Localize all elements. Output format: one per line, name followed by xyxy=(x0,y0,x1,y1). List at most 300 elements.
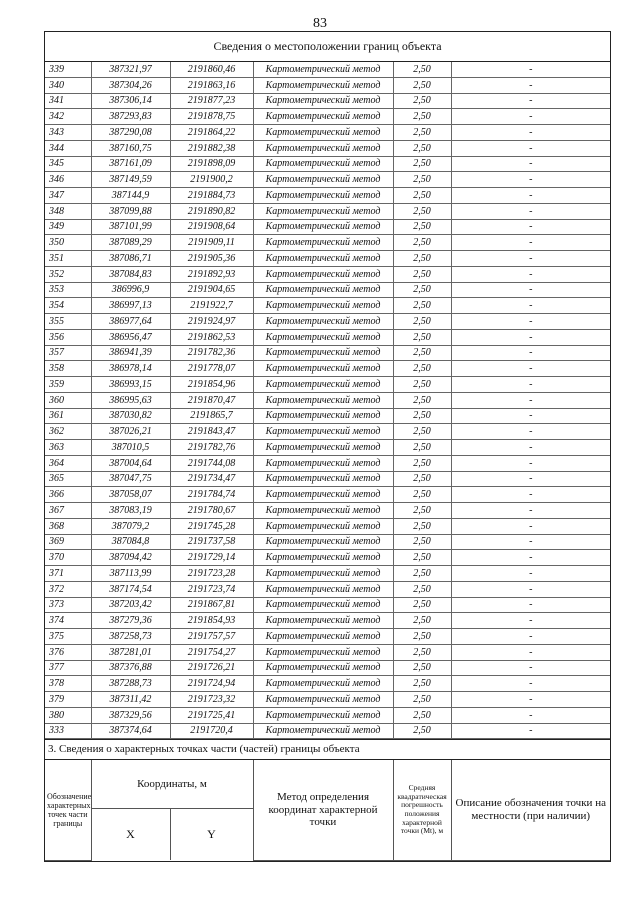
coord-x-cell: 386956,47 xyxy=(91,329,170,345)
accuracy-cell: 2,50 xyxy=(393,644,451,660)
table-row xyxy=(45,109,610,125)
coord-x-cell: 387279,36 xyxy=(91,613,170,629)
accuracy-cell: 2,50 xyxy=(393,597,451,613)
description-cell: - xyxy=(451,408,610,424)
coord-y-cell: 2191778,07 xyxy=(170,361,253,377)
coord-y-cell: 2191720,4 xyxy=(170,723,253,739)
point-number-cell: 354 xyxy=(45,298,91,314)
coord-x-cell: 386941,39 xyxy=(91,345,170,361)
method-cell: Картометрический метод xyxy=(253,566,393,582)
accuracy-cell: 2,50 xyxy=(393,62,451,77)
coordinates-header: Координаты, м xyxy=(91,760,253,808)
coord-x-cell: 387030,82 xyxy=(91,408,170,424)
method-cell: Картометрический метод xyxy=(253,172,393,188)
accuracy-cell: 2,50 xyxy=(393,534,451,550)
description-cell: - xyxy=(451,550,610,566)
table-row xyxy=(45,203,610,219)
point-number-cell: 361 xyxy=(45,408,91,424)
coord-y-cell: 2191862,53 xyxy=(170,329,253,345)
description-cell: - xyxy=(451,487,610,503)
point-number-cell: 362 xyxy=(45,424,91,440)
point-number-cell: 342 xyxy=(45,109,91,125)
coord-x-cell: 387376,88 xyxy=(91,660,170,676)
method-cell: Картометрический метод xyxy=(253,707,393,723)
description-cell: - xyxy=(451,62,610,77)
table-row xyxy=(45,503,610,519)
table-row xyxy=(45,487,610,503)
accuracy-cell: 2,50 xyxy=(393,140,451,156)
accuracy-cell: 2,50 xyxy=(393,455,451,471)
description-cell: - xyxy=(451,581,610,597)
method-cell: Картометрический метод xyxy=(253,345,393,361)
table-row xyxy=(45,518,610,534)
coord-y-cell: 2191726,21 xyxy=(170,660,253,676)
accuracy-cell: 2,50 xyxy=(393,188,451,204)
table-row xyxy=(45,266,610,282)
description-cell: - xyxy=(451,424,610,440)
accuracy-cell: 2,50 xyxy=(393,408,451,424)
coord-x-cell: 387203,42 xyxy=(91,597,170,613)
coord-y-cell: 2191908,64 xyxy=(170,219,253,235)
coord-x-cell: 387026,21 xyxy=(91,424,170,440)
table-row xyxy=(45,613,610,629)
coord-x-cell: 387113,99 xyxy=(91,566,170,582)
coord-x-cell: 386996,9 xyxy=(91,282,170,298)
coord-x-cell: 387329,56 xyxy=(91,707,170,723)
coord-x-cell: 386978,14 xyxy=(91,361,170,377)
coord-y-cell: 2191864,22 xyxy=(170,125,253,141)
coord-y-cell: 2191843,47 xyxy=(170,424,253,440)
accuracy-cell: 2,50 xyxy=(393,298,451,314)
y-header: Y xyxy=(170,808,253,860)
coord-y-cell: 2191890,82 xyxy=(170,203,253,219)
point-number-cell: 373 xyxy=(45,597,91,613)
method-cell: Картометрический метод xyxy=(253,77,393,93)
description-cell: - xyxy=(451,156,610,172)
coord-x-cell: 387144,9 xyxy=(91,188,170,204)
coord-y-cell: 2191854,93 xyxy=(170,613,253,629)
description-cell: - xyxy=(451,377,610,393)
description-cell: - xyxy=(451,361,610,377)
point-number-cell: 349 xyxy=(45,219,91,235)
description-cell: - xyxy=(451,251,610,267)
coord-x-cell: 387374,64 xyxy=(91,723,170,739)
table-row xyxy=(45,156,610,172)
description-cell: - xyxy=(451,329,610,345)
table-row xyxy=(45,361,610,377)
description-cell: - xyxy=(451,440,610,456)
point-number-cell: 360 xyxy=(45,392,91,408)
table-row xyxy=(45,298,610,314)
point-number-cell: 372 xyxy=(45,581,91,597)
coord-x-cell: 387161,09 xyxy=(91,156,170,172)
accuracy-cell: 2,50 xyxy=(393,676,451,692)
method-cell: Картометрический метод xyxy=(253,361,393,377)
table-row xyxy=(45,62,610,77)
accuracy-cell: 2,50 xyxy=(393,314,451,330)
table-row xyxy=(45,440,610,456)
method-cell: Картометрический метод xyxy=(253,314,393,330)
table-row xyxy=(45,660,610,676)
coord-y-cell: 2191723,28 xyxy=(170,566,253,582)
point-number-cell: 366 xyxy=(45,487,91,503)
coord-y-cell: 2191723,74 xyxy=(170,581,253,597)
table-row xyxy=(45,235,610,251)
accuracy-cell: 2,50 xyxy=(393,503,451,519)
table-row xyxy=(45,424,610,440)
coord-y-cell: 2191854,96 xyxy=(170,377,253,393)
point-number-cell: 374 xyxy=(45,613,91,629)
method-cell: Картометрический метод xyxy=(253,597,393,613)
method-cell: Картометрический метод xyxy=(253,235,393,251)
coord-x-cell: 387089,29 xyxy=(91,235,170,251)
accuracy-cell: 2,50 xyxy=(393,629,451,645)
accuracy-cell: 2,50 xyxy=(393,156,451,172)
coord-x-cell: 387258,73 xyxy=(91,629,170,645)
method-cell: Картометрический метод xyxy=(253,109,393,125)
description-cell: - xyxy=(451,644,610,660)
coord-y-cell: 2191884,73 xyxy=(170,188,253,204)
description-cell: - xyxy=(451,109,610,125)
point-number-cell: 368 xyxy=(45,518,91,534)
accuracy-cell: 2,50 xyxy=(393,566,451,582)
coord-y-cell: 2191860,46 xyxy=(170,62,253,77)
method-cell: Картометрический метод xyxy=(253,140,393,156)
description-cell: - xyxy=(451,93,610,109)
table-row xyxy=(45,597,610,613)
description-cell: - xyxy=(451,77,610,93)
accuracy-cell: 2,50 xyxy=(393,109,451,125)
description-cell: - xyxy=(451,707,610,723)
point-number-cell: 356 xyxy=(45,329,91,345)
method-cell: Картометрический метод xyxy=(253,282,393,298)
description-cell: - xyxy=(451,235,610,251)
coord-x-cell: 387084,83 xyxy=(91,266,170,282)
accuracy-cell: 2,50 xyxy=(393,518,451,534)
table-row xyxy=(45,377,610,393)
coord-y-cell: 2191878,75 xyxy=(170,109,253,125)
point-number-cell: 363 xyxy=(45,440,91,456)
description-cell: - xyxy=(451,219,610,235)
coord-x-cell: 387083,19 xyxy=(91,503,170,519)
coord-y-cell: 2191892,93 xyxy=(170,266,253,282)
coord-x-cell: 387281,01 xyxy=(91,644,170,660)
coord-x-cell: 387149,59 xyxy=(91,172,170,188)
point-number-cell: 367 xyxy=(45,503,91,519)
method-cell: Картометрический метод xyxy=(253,219,393,235)
coord-y-cell: 2191877,23 xyxy=(170,93,253,109)
coord-y-cell: 2191905,36 xyxy=(170,251,253,267)
description-cell: - xyxy=(451,455,610,471)
accuracy-cell: 2,50 xyxy=(393,377,451,393)
coord-y-cell: 2191723,32 xyxy=(170,692,253,708)
coord-x-cell: 387086,71 xyxy=(91,251,170,267)
accuracy-cell: 2,50 xyxy=(393,93,451,109)
description-cell: - xyxy=(451,471,610,487)
coord-y-cell: 2191898,09 xyxy=(170,156,253,172)
point-number-cell: 350 xyxy=(45,235,91,251)
method-cell: Картометрический метод xyxy=(253,440,393,456)
table-row xyxy=(45,707,610,723)
description-cell: - xyxy=(451,266,610,282)
method-cell: Картометрический метод xyxy=(253,156,393,172)
table-row xyxy=(45,534,610,550)
method-cell: Картометрический метод xyxy=(253,723,393,739)
description-cell: - xyxy=(451,566,610,582)
point-number-cell: 348 xyxy=(45,203,91,219)
table-row xyxy=(45,188,610,204)
description-cell: - xyxy=(451,660,610,676)
point-number-cell: 376 xyxy=(45,644,91,660)
point-number-cell: 333 xyxy=(45,723,91,739)
method-cell: Картометрический метод xyxy=(253,692,393,708)
document-frame xyxy=(44,31,611,862)
description-cell: - xyxy=(451,125,610,141)
coord-y-cell: 2191729,14 xyxy=(170,550,253,566)
point-number-cell: 364 xyxy=(45,455,91,471)
method-cell: Картометрический метод xyxy=(253,188,393,204)
method-cell: Картометрический метод xyxy=(253,534,393,550)
coord-y-cell: 2191900,2 xyxy=(170,172,253,188)
table-row xyxy=(45,629,610,645)
coord-x-cell: 387174,54 xyxy=(91,581,170,597)
coord-x-cell: 386993,15 xyxy=(91,377,170,393)
accuracy-cell: 2,50 xyxy=(393,487,451,503)
method-cell: Картометрический метод xyxy=(253,629,393,645)
table-row xyxy=(45,172,610,188)
coord-x-cell: 387321,97 xyxy=(91,62,170,77)
method-cell: Картометрический метод xyxy=(253,298,393,314)
accuracy-cell: 2,50 xyxy=(393,581,451,597)
coord-y-cell: 2191922,7 xyxy=(170,298,253,314)
coord-y-cell: 2191865,7 xyxy=(170,408,253,424)
point-number-cell: 375 xyxy=(45,629,91,645)
method-cell: Картометрический метод xyxy=(253,581,393,597)
accuracy-cell: 2,50 xyxy=(393,282,451,298)
coord-x-cell: 387058,07 xyxy=(91,487,170,503)
table-row xyxy=(45,125,610,141)
accuracy-cell: 2,50 xyxy=(393,77,451,93)
method-cell: Картометрический метод xyxy=(253,329,393,345)
description-cell: - xyxy=(451,298,610,314)
table-row xyxy=(45,329,610,345)
description-cell: - xyxy=(451,503,610,519)
coord-x-cell: 387160,75 xyxy=(91,140,170,156)
coord-y-cell: 2191782,76 xyxy=(170,440,253,456)
coord-y-cell: 2191784,74 xyxy=(170,487,253,503)
description-cell: - xyxy=(451,203,610,219)
method-header: Метод определения координат характерной точки xyxy=(253,760,393,860)
coord-y-cell: 2191744,08 xyxy=(170,455,253,471)
section-title: Сведения о местоположении границ объекта xyxy=(45,32,610,62)
point-number-cell: 345 xyxy=(45,156,91,172)
table-row xyxy=(45,314,610,330)
accuracy-cell: 2,50 xyxy=(393,251,451,267)
coord-x-cell: 387311,42 xyxy=(91,692,170,708)
description-cell: - xyxy=(451,534,610,550)
accuracy-cell: 2,50 xyxy=(393,329,451,345)
method-cell: Картометрический метод xyxy=(253,518,393,534)
description-cell: - xyxy=(451,172,610,188)
coord-x-cell: 387084,8 xyxy=(91,534,170,550)
accuracy-cell: 2,50 xyxy=(393,424,451,440)
table-row xyxy=(45,566,610,582)
accuracy-cell: 2,50 xyxy=(393,266,451,282)
coord-y-cell: 2191909,11 xyxy=(170,235,253,251)
description-header: Описание обозначения точки на местности (при наличии) xyxy=(451,760,610,860)
point-number-cell: 371 xyxy=(45,566,91,582)
point-number-cell: 352 xyxy=(45,266,91,282)
method-cell: Картометрический метод xyxy=(253,93,393,109)
table-row xyxy=(45,140,610,156)
coord-y-cell: 2191780,67 xyxy=(170,503,253,519)
x-header: X xyxy=(91,808,170,860)
accuracy-cell: 2,50 xyxy=(393,692,451,708)
coord-y-cell: 2191757,57 xyxy=(170,629,253,645)
table-row xyxy=(45,345,610,361)
table-row xyxy=(45,392,610,408)
accuracy-cell: 2,50 xyxy=(393,203,451,219)
method-cell: Картометрический метод xyxy=(253,613,393,629)
method-cell: Картометрический метод xyxy=(253,266,393,282)
accuracy-cell: 2,50 xyxy=(393,345,451,361)
accuracy-cell: 2,50 xyxy=(393,440,451,456)
method-cell: Картометрический метод xyxy=(253,62,393,77)
point-number-cell: 343 xyxy=(45,125,91,141)
method-cell: Картометрический метод xyxy=(253,660,393,676)
table-row xyxy=(45,471,610,487)
point-number-cell: 346 xyxy=(45,172,91,188)
method-cell: Картометрический метод xyxy=(253,550,393,566)
coord-x-cell: 387094,42 xyxy=(91,550,170,566)
table-row xyxy=(45,644,610,660)
section-3-title: 3. Сведения о характерных точках части (частей) границы объекта xyxy=(45,739,610,760)
accuracy-header: Средняя квадратическая погрешность положения характерной точки (Mt), м xyxy=(393,760,451,860)
description-cell: - xyxy=(451,597,610,613)
coord-x-cell: 387293,83 xyxy=(91,109,170,125)
coord-y-cell: 2191924,97 xyxy=(170,314,253,330)
point-number-cell: 365 xyxy=(45,471,91,487)
description-cell: - xyxy=(451,345,610,361)
table-row xyxy=(45,550,610,566)
description-cell: - xyxy=(451,140,610,156)
description-cell: - xyxy=(451,282,610,298)
accuracy-cell: 2,50 xyxy=(393,613,451,629)
table-row xyxy=(45,581,610,597)
method-cell: Картометрический метод xyxy=(253,471,393,487)
point-number-cell: 380 xyxy=(45,707,91,723)
coord-y-cell: 2191745,28 xyxy=(170,518,253,534)
method-cell: Картометрический метод xyxy=(253,203,393,219)
coord-y-cell: 2191754,27 xyxy=(170,644,253,660)
coord-y-cell: 2191882,38 xyxy=(170,140,253,156)
coord-y-cell: 2191867,81 xyxy=(170,597,253,613)
coord-x-cell: 387047,75 xyxy=(91,471,170,487)
table-row xyxy=(45,219,610,235)
description-cell: - xyxy=(451,676,610,692)
point-number-cell: 358 xyxy=(45,361,91,377)
coord-y-cell: 2191725,41 xyxy=(170,707,253,723)
method-cell: Картометрический метод xyxy=(253,251,393,267)
description-cell: - xyxy=(451,723,610,739)
coord-x-cell: 387101,99 xyxy=(91,219,170,235)
table-row xyxy=(45,676,610,692)
table-row xyxy=(45,408,610,424)
table-row xyxy=(45,455,610,471)
coord-x-cell: 386997,13 xyxy=(91,298,170,314)
point-number-cell: 359 xyxy=(45,377,91,393)
method-cell: Картометрический метод xyxy=(253,392,393,408)
accuracy-cell: 2,50 xyxy=(393,219,451,235)
point-number-cell: 377 xyxy=(45,660,91,676)
accuracy-cell: 2,50 xyxy=(393,392,451,408)
accuracy-cell: 2,50 xyxy=(393,471,451,487)
coord-y-cell: 2191863,16 xyxy=(170,77,253,93)
method-cell: Картометрический метод xyxy=(253,644,393,660)
coord-x-cell: 386995,63 xyxy=(91,392,170,408)
point-designation-header: Обозначение характерных точек части границы xyxy=(45,760,91,860)
point-number-cell: 355 xyxy=(45,314,91,330)
description-cell: - xyxy=(451,629,610,645)
accuracy-cell: 2,50 xyxy=(393,125,451,141)
point-number-cell: 378 xyxy=(45,676,91,692)
point-number-cell: 351 xyxy=(45,251,91,267)
table-row xyxy=(45,93,610,109)
coord-x-cell: 387288,73 xyxy=(91,676,170,692)
coord-x-cell: 386977,64 xyxy=(91,314,170,330)
accuracy-cell: 2,50 xyxy=(393,707,451,723)
table-row xyxy=(45,282,610,298)
point-number-cell: 379 xyxy=(45,692,91,708)
table-row xyxy=(45,251,610,267)
description-cell: - xyxy=(451,392,610,408)
coord-x-cell: 387306,14 xyxy=(91,93,170,109)
point-number-cell: 339 xyxy=(45,62,91,77)
method-cell: Картометрический метод xyxy=(253,424,393,440)
point-number-cell: 370 xyxy=(45,550,91,566)
point-number-cell: 344 xyxy=(45,140,91,156)
table-row xyxy=(45,692,610,708)
coord-y-cell: 2191870,47 xyxy=(170,392,253,408)
coord-x-cell: 387004,64 xyxy=(91,455,170,471)
description-cell: - xyxy=(451,692,610,708)
coord-x-cell: 387099,88 xyxy=(91,203,170,219)
coord-y-cell: 2191737,58 xyxy=(170,534,253,550)
coord-y-cell: 2191724,94 xyxy=(170,676,253,692)
coordinates-table xyxy=(45,62,610,739)
table-row xyxy=(45,77,610,93)
accuracy-cell: 2,50 xyxy=(393,550,451,566)
point-number-cell: 347 xyxy=(45,188,91,204)
point-number-cell: 353 xyxy=(45,282,91,298)
coord-x-cell: 387304,26 xyxy=(91,77,170,93)
point-number-cell: 341 xyxy=(45,93,91,109)
accuracy-cell: 2,50 xyxy=(393,361,451,377)
method-cell: Картометрический метод xyxy=(253,455,393,471)
coord-x-cell: 387079,2 xyxy=(91,518,170,534)
accuracy-cell: 2,50 xyxy=(393,235,451,251)
description-cell: - xyxy=(451,188,610,204)
table-row xyxy=(45,723,610,739)
accuracy-cell: 2,50 xyxy=(393,172,451,188)
description-cell: - xyxy=(451,518,610,534)
coord-x-cell: 387290,08 xyxy=(91,125,170,141)
method-cell: Картометрический метод xyxy=(253,503,393,519)
description-cell: - xyxy=(451,314,610,330)
point-number-cell: 340 xyxy=(45,77,91,93)
coord-y-cell: 2191904,65 xyxy=(170,282,253,298)
description-cell: - xyxy=(451,613,610,629)
